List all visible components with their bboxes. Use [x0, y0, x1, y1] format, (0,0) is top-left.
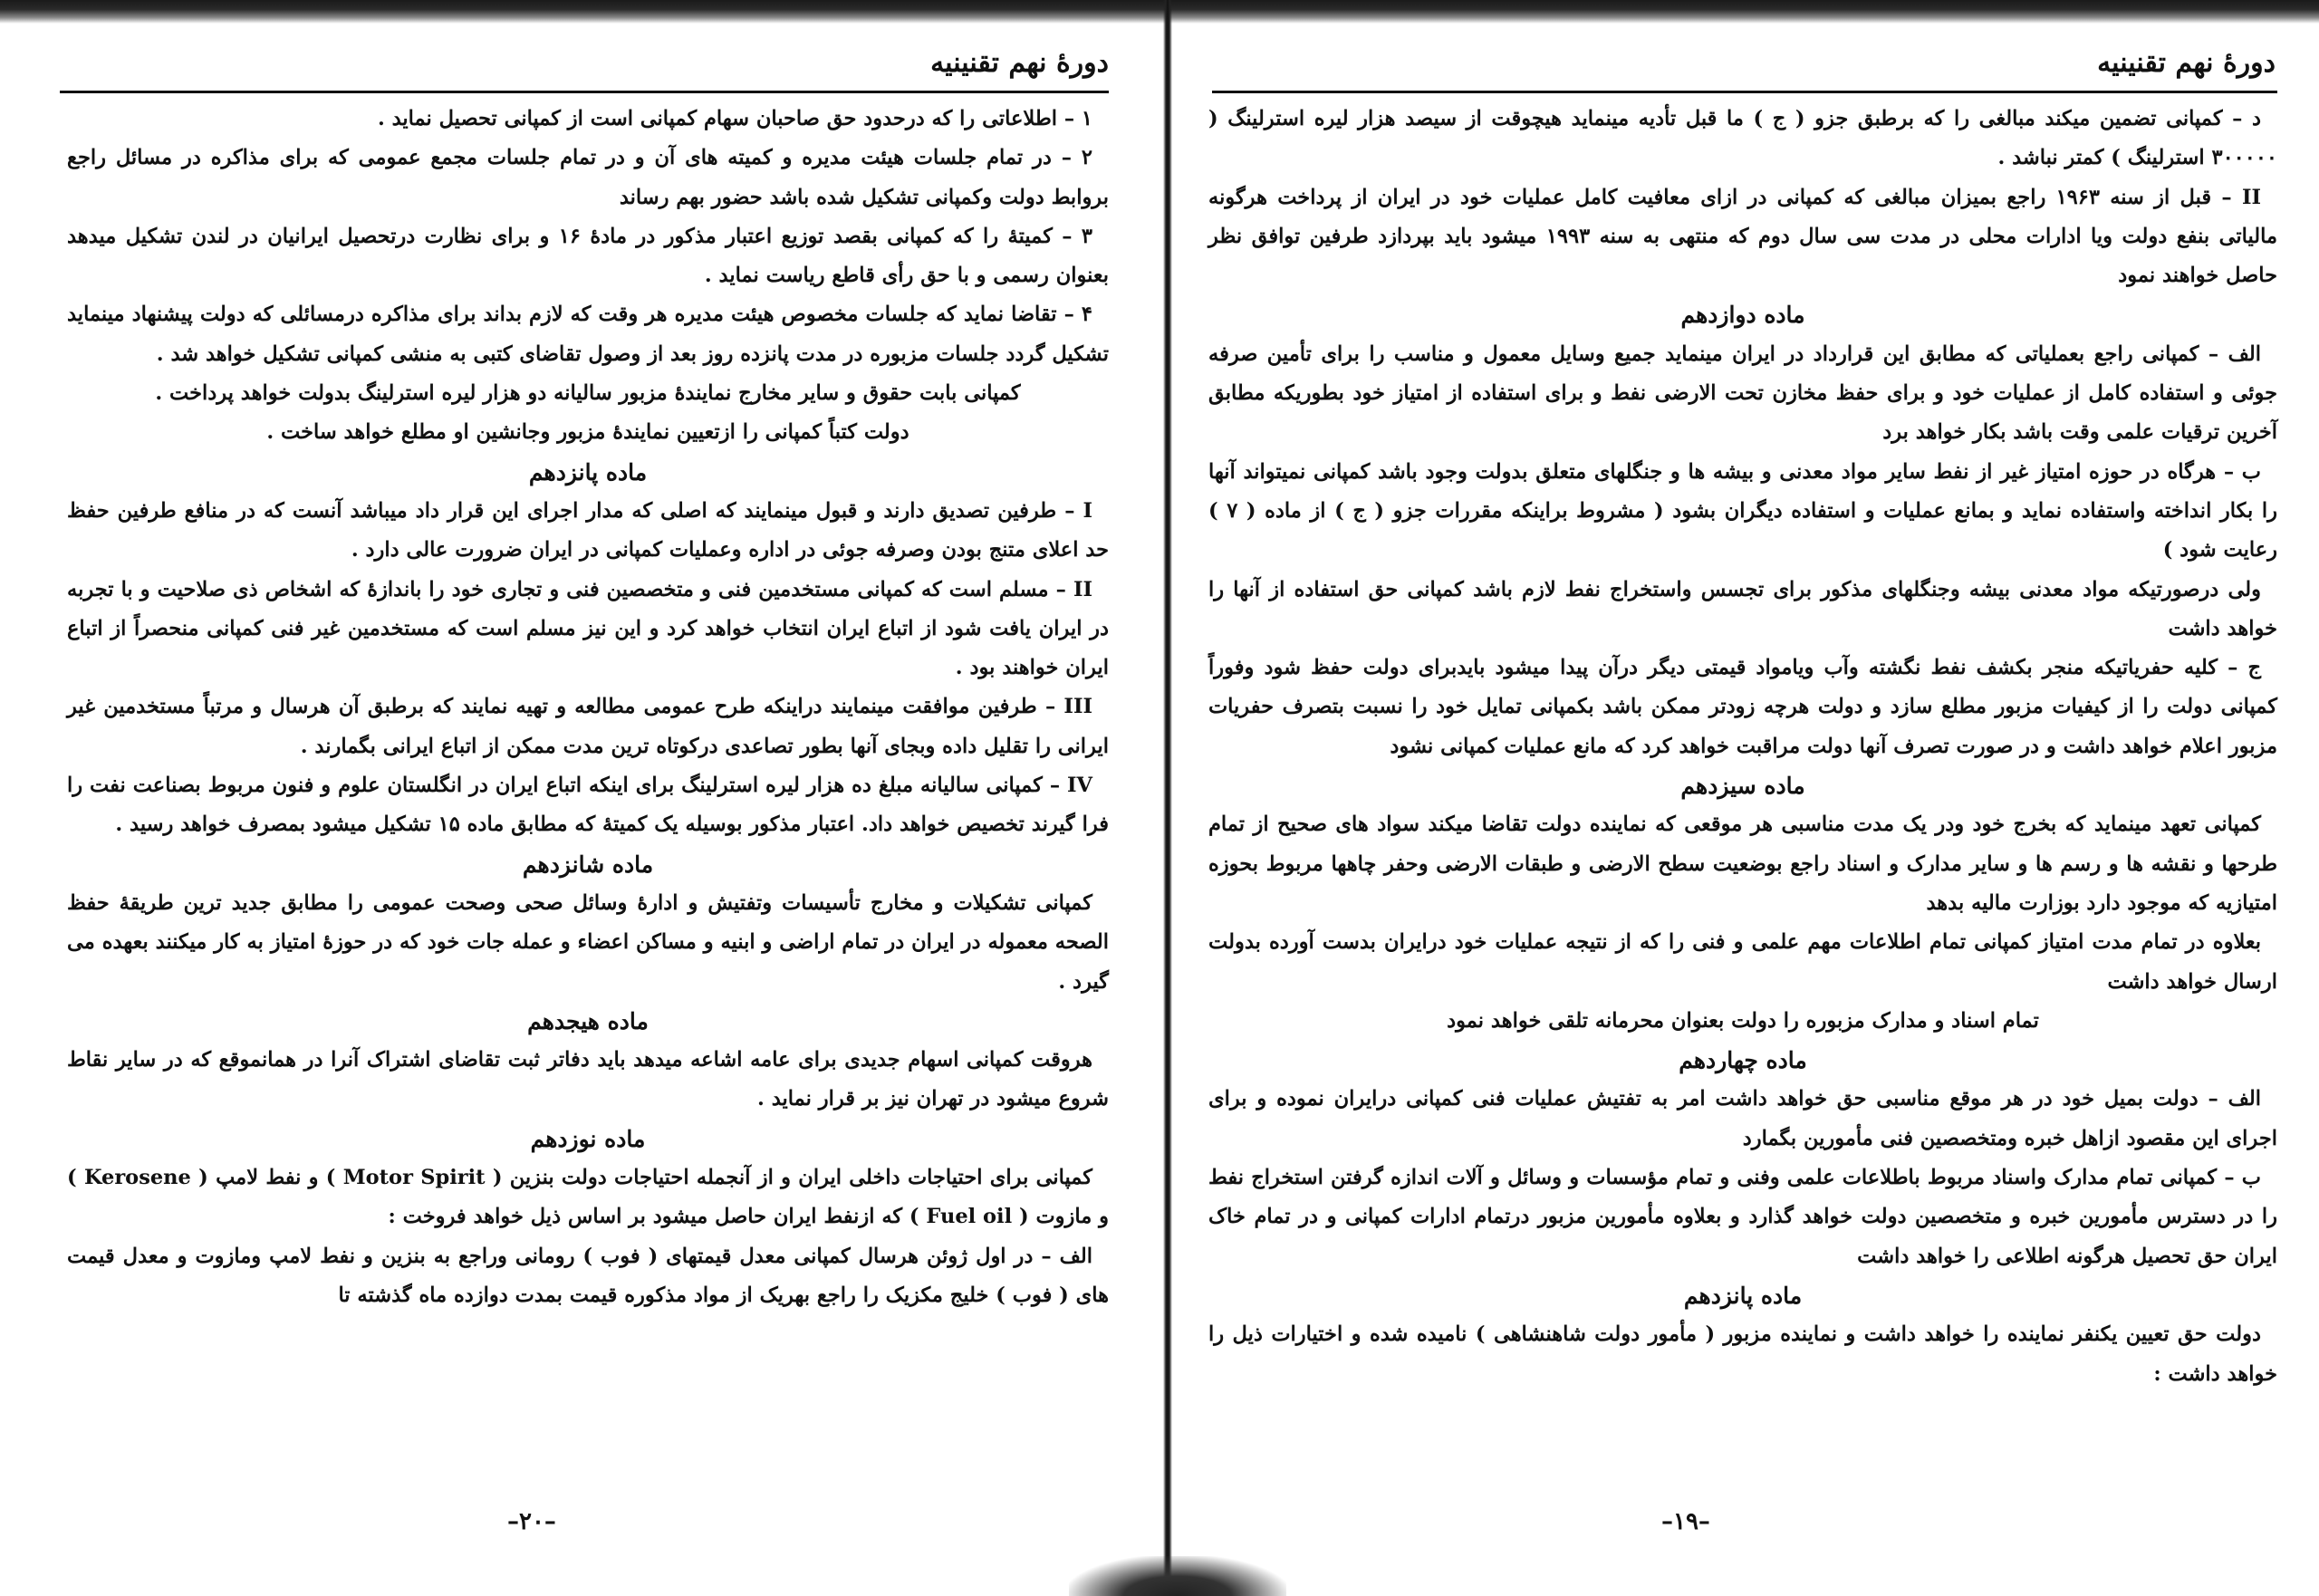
paragraph: بعلاوه در تمام مدت امتیاز کمپانی تمام اطلاعات مهم علمی و فنی را که از نتیجه عملیات خود درایران بدست آورده بدولت ارسال خواهد داشت: [1208, 930, 2277, 994]
paragraph: II – مسلم است که کمپانی مستخدمین فنی و متخصصین فنی و تجاری خود را باندازهٔ که اشخاص ذی صلاحیت و با تجربه در ایران یافت شود از اتباع ایران انتخاب خواهد کرد و این نیز مسلم است که مستخدمین غیر فنی کمپانی منحصراً از اتباع ایران خواهند بود .: [67, 577, 1109, 680]
article-heading: ماده پانزدهم: [528, 458, 648, 486]
article-heading: ماده چهاردهم: [1679, 1047, 1807, 1074]
article-heading: ماده دوازدهم: [1680, 302, 1805, 329]
paragraph: هروقت کمپانی اسهام جدیدی برای عامه اشاعه میدهد باید دفاتر ثبت تقاضای اشتراک آنرا در همانموقع که در سایر نقاط شروع میشود در تهران نیز بر قرار نماید .: [67, 1048, 1109, 1111]
paragraph: الف – کمپانی راجع بعملیاتی که مطابق این قرارداد در ایران مینماید جمیع وسایل معمول و مناسب را برای تأمین صرفه جوئی و استفاده کامل از عملیات خود و برای حفظ مخازن تحت الارضی نفط و برای استفاده از امتیاز خود بطوریکه مطابق آخرین ترقیات علمی وقت باشد بکار خواهد برد: [1208, 341, 2277, 445]
paragraph: دولت کتباً کمپانی را ازتعیین نمایندهٔ مزبور وجانشین او مطلع خواهد ساخت .: [266, 420, 909, 445]
paragraph: کمپانی برای احتیاجات داخلی ایران و از آنجمله احتیاجات دولت بنزین ( Motor Spirit ) و نفط لامپ ( Kerosene ) و مازوت ( Fuel oil ) که ازنفط ایران حاصل میشود بر اساس ذیل خواهد فروخت :: [67, 1166, 1109, 1229]
right-page: [1172, 0, 2319, 1596]
paragraph: د – کمپانی تضمین میکند مبالغی را که برطبق جزو ( ج ) ما قبل تأدیه مینماید هیچوقت از سیصد هزار لیره استرلینگ ( ۳۰۰۰۰۰ استرلینگ ) کمتر نباشد .: [1208, 107, 2277, 170]
paragraph: II – قبل از سنه ۱۹۶۳ راجع بمیزان مبالغی که کمپانی در ازای معافیت کامل عملیات خود در ایران از پرداخت هرگونه مالیاتی بنفع دولت ویا ادارات محلی در مدت سی سال دوم که منتهی به سنه ۱۹۹۳ میشود باید بپردازد طرفین توافق نظر حاصل خواهند نمود: [1208, 185, 2278, 288]
page-body: [67, 100, 1109, 1315]
paragraph: III – طرفین موافقت مینمایند دراینکه طرح عمومی مطالعه و تهیه نمایند که برطبق آن هرسال و مرتباً مستخدمین غیر ایرانی را تقلیل داده وبجای آنها بطور تصاعدی درکوتاه ترین مدت ممکن از اتباع ایرانی بگمارند .: [67, 695, 1109, 758]
paragraph: ج – کلیه حفریاتیکه منجر بکشف نفط نگشته وآب ویامواد قیمتی دیگر درآن پیدا میشود بایدبرای دولت حفظ شود وفوراً کمپانی دولت را از کیفیات مزبور مطلع سازد و دولت هرچه زودتر ممکن باشد بکمپانی تمایل خود را نسبت بتصرف حفریات مزبور اعلام خواهد داشت و در صورت تصرف آنها دولت مراقبت خواهد کرد که مانع عملیات کمپانی نشود: [1208, 656, 2277, 758]
paragraph: ولی درصورتیکه مواد معدنی بیشه وجنگلهای مذکور برای تجسس واستخراج نفط لازم باشد کمپانی حق استفاده از آنها را خواهد داشت: [1208, 577, 2277, 640]
paragraph: کمپانی تعهد مینماید که بخرج خود ودر یک مدت مناسبی هر موقعی که نماینده دولت تقاضا میکند سواد های صحیح از تمام طرحها و نقشه ها و رسم ها و سایر مدارک و اسناد راجع بوضعیت سطح الارضی و طبقات الارضی وحفر چاهها مربوط بحوزه امتیازیه که موجود دارد بوزارت مالیه بدهد: [1208, 812, 2277, 915]
book-gutter: [1163, 0, 1172, 1596]
header-rule: [60, 91, 1109, 93]
page-number: –۲۰–: [507, 1508, 556, 1535]
page-body: [1208, 100, 2277, 1394]
article-heading: ماده شانزدهم: [522, 851, 654, 878]
paragraph: ۱ – اطلاعاتی را که درحدود حق صاحبان سهام کمپانی است از کمپانی تحصیل نماید .: [377, 107, 1092, 130]
paragraph: ۴ – تقاضا نماید که جلسات مخصوص هیئت مدیره هر وقت که لازم بداند برای مذاکره درمسائلی که دولت پیشنهاد مینماید تشکیل گردد جلسات مزبوره در مدت پانزده روز بعد از وصول تقاضای کتبی به منشی کمپانی تشکیل خواهد شد .: [67, 303, 1109, 366]
paragraph: IV – کمپانی سالیانه مبلغ ده هزار لیره استرلینگ برای اینکه اتباع ایران در انگلستان علوم و فنون مربوط بصناعت نفت را فرا گیرند تخصیص خواهد داد. اعتبار مذکور بوسیله یک کمیتهٔ که مطابق ماده ۱۵ تشکیل میشود بمصرف خواهد رسید .: [67, 774, 1109, 837]
paragraph: دولت حق تعیین یکنفر نماینده را خواهد داشت و نماینده مزبور ( مأمور دولت شاهنشاهی ) نامیده شده و اختیارات ذیل را خواهد داشت :: [1208, 1322, 2277, 1386]
paragraph: I – طرفین تصدیق دارند و قبول مینمایند که اصلی که مدار اجرای این قرار داد میباشد آنست که در منافع طرفین حفظ حد اعلای متنج بودن وصرفه جوئی در اداره وعملیات کمپانی در ایران ضرورت عالی دارد .: [67, 498, 1109, 562]
article-heading: ماده هیجدهم: [527, 1007, 649, 1034]
paragraph: تمام اسناد و مدارک مزبوره را دولت بعنوان محرمانه تلقی خواهد نمود: [1447, 1008, 2039, 1033]
paragraph: کمپانی تشکیلات و مخارج تأسیسات وتفتیش و ادارهٔ وسائل صحی وصحت عمومی را مطابق جدید ترین طریقهٔ حفظ الصحه معموله در ایران در تمام اراضی و ابنیه و مساکن اعضاء و عمله جات خود که در حوزهٔ امتیاز به کار میکنند بعهده می گیرد .: [67, 890, 1109, 994]
article-heading: ماده سیزدهم: [1680, 773, 1805, 800]
paragraph: ۳ – کمیتۀ را که کمپانی بقصد توزیع اعتبار مذکور در مادهٔ ۱۶ و برای نظارت درتحصیل ایرانیان در لندن تشکیل میدهد بعنوان رسمی و با حق رأی قاطع ریاست نماید .: [67, 224, 1109, 288]
article-heading: ماده نوزدهم: [530, 1125, 646, 1152]
paragraph: الف – دولت بمیل خود در هر موقع مناسبی حق خواهد داشت امر به تفتیش عملیات فنی کمپانی درایران نموده و برای اجرای این مقصود ازاهل خبره ومتخصصین فنی مأمورین بگمارد: [1208, 1087, 2277, 1150]
running-head: دورهٔ نهم تقنینیه: [2097, 47, 2276, 79]
header-rule: [1212, 91, 2277, 93]
paragraph: ب – کمپانی تمام مدارک واسناد مربوط باطلاعات علمی وفنی و تمام مؤسسات و وسائل و آلات اندازه گرفتن استخراج نفط را در دسترس مأمورین خبره و متخصصین دولت خواهد گذارد و بعلاوه مأمورین مزبور درتمام ادارات کمپانی و در تمام خاک ایران حق تحصیل هرگونه اطلاعی را خواهد داشت: [1208, 1166, 2277, 1268]
running-head: دورهٔ نهم تقنینیه: [930, 47, 1109, 79]
paragraph: ب – هرگاه در حوزه امتیاز غیر از نفط سایر مواد معدنی و بیشه ها و جنگلهای متعلق بدولت وجود باشد کمپانی نمیتواند آنها را بکار انداخته واستفاده نماید و بمانع عملیات و استفاده دیگران بشود ( مشروط براینکه مقررات جزو ( ج ) از ماده ( ۷ ) رعایت شود ): [1208, 459, 2277, 562]
paragraph: الف – در اول ژوئن هرسال کمپانی معدل قیمتهای ( فوب ) رومانی وراجع به بنزین و نفط لامپ ومازوت و معدل قیمت های ( فوب ) خلیج مکزیک را راجع بهریک از مواد مذکوره قیمت بمدت دوازده ماه گذشته تا: [67, 1244, 1109, 1307]
paragraph: کمپانی بابت حقوق و سایر مخارج نمایندهٔ مزبور سالیانه دو هزار لیره استرلینگ بدولت خواهد پرداخت .: [155, 381, 1021, 406]
paragraph: ۲ – در تمام جلسات هیئت مدیره و کمیته های آن و در تمام جلسات مجمع عمومی که برای مذاکره در مسائل راجع بروابط دولت وکمپانی تشکیل شده باشد حضور بهم رساند: [67, 146, 1109, 209]
page-number: –۱۹–: [1661, 1508, 1710, 1535]
article-heading: ماده پانزدهم: [1683, 1282, 1803, 1309]
